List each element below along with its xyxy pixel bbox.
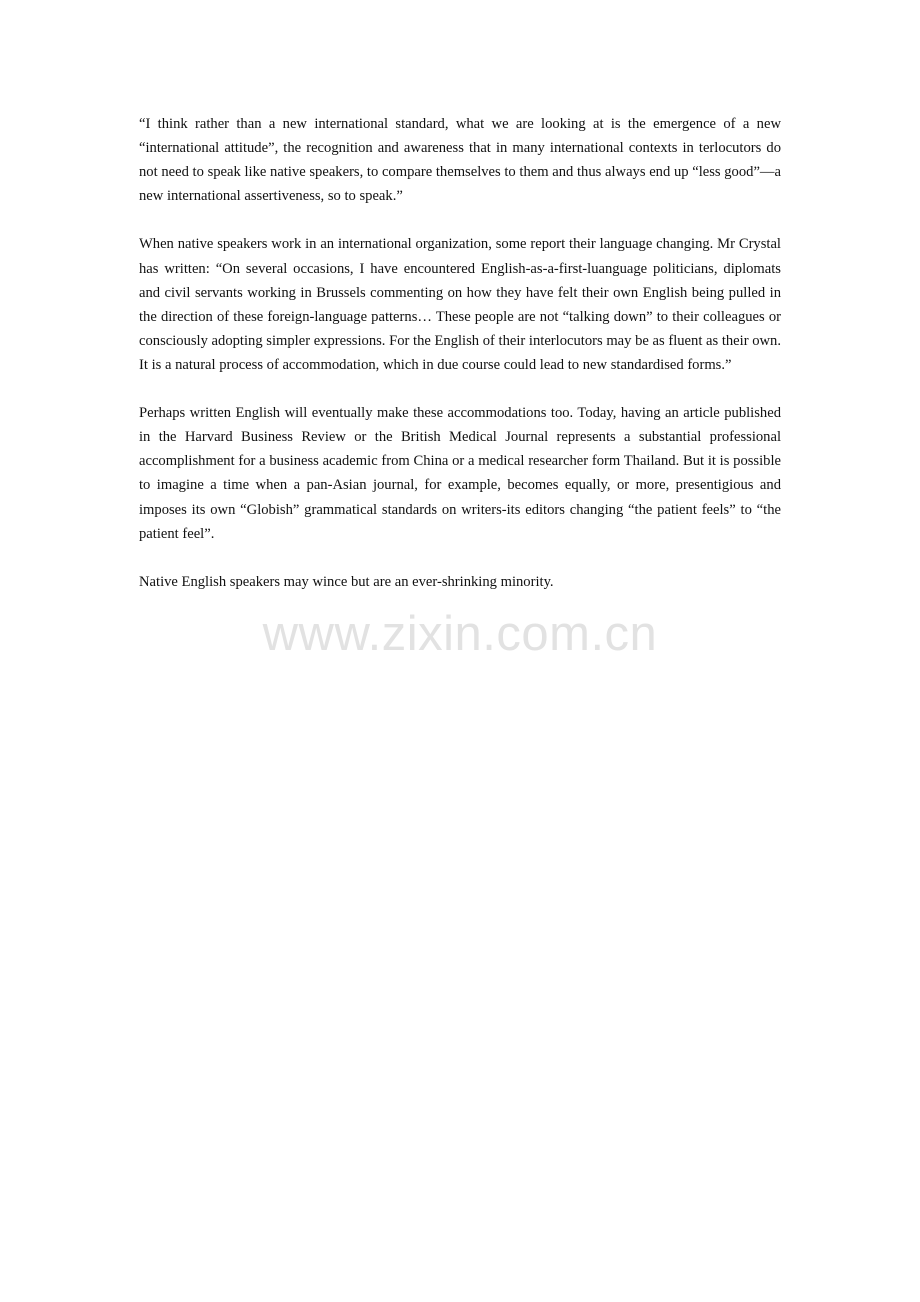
paragraph-native-speakers: When native speakers work in an international organization, some report their language changing. Mr Crystal has written: “On several occasions, I have encountered English-as-a-first-luanguage politicians, diplomats and civil servants working in Brussels commenting on how they have felt their own English being pulled in the direction of these foreign-language patterns… These people are not “talking down” to their colleagues or consciously adopting simpler expressions. For the English of their interlocutors may be as fluent as their own. It is a natural process of accommodation, which in due course could lead to new standardised forms.”	[139, 236, 782, 373]
document-body	[139, 112, 781, 618]
paragraph-written-english: Perhaps written English will eventually make these accommodations too. Today, having an article published in the Harvard Business Review or the British Medical Journal represents a substantial professional accomplishment for a business academic from China or a medical researcher form Thailand. But it is possible to imagine a time when a pan-Asian journal, for example, becomes equally, or more, presentigious and imposes its own “Globish” grammatical standards on writers-its editors changing “the patient feels” to “the patient feel”.	[139, 405, 781, 542]
watermark-text: www.zixin.com.cn	[262, 607, 658, 661]
paragraph-quote: “I think rather than a new international standard, what we are looking at is the emergence of a new “international attitude”, the recognition and awareness that in many international contexts in terlocutors do not need to speak like native speakers, to compare themselves to them and thus always end up “less good”—a new international assertiveness, so to speak.”	[139, 116, 781, 205]
paragraph-conclusion: Native English speakers may wince but are an ever-shrinking minority.	[139, 573, 554, 590]
